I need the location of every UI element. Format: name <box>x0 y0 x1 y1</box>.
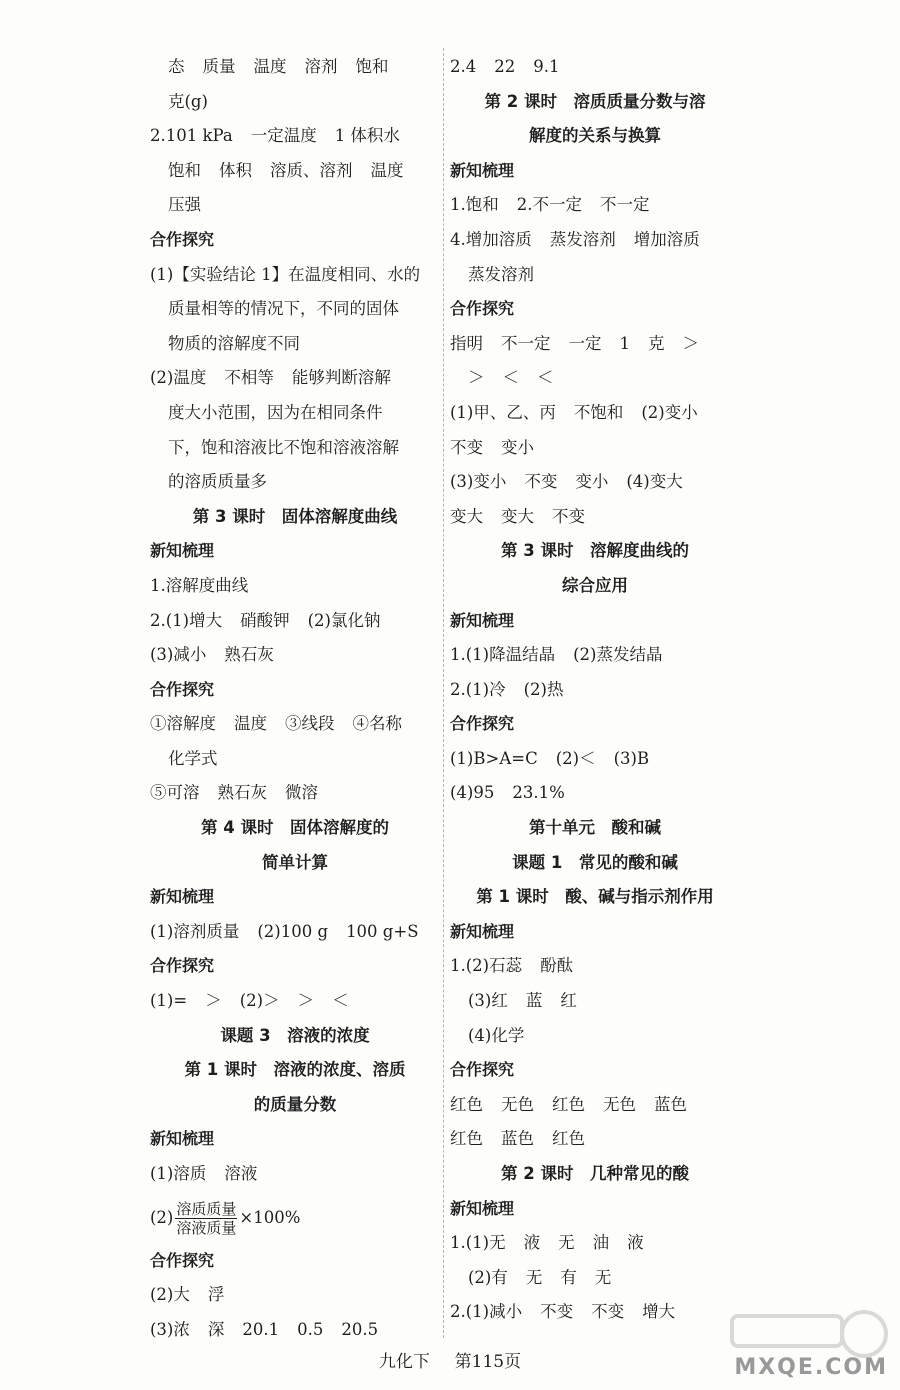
answer-line <box>150 569 440 604</box>
answer-text: 红色 <box>552 1129 585 1149</box>
section-heading: 新知梳理 <box>450 921 515 941</box>
answer-text: 22 <box>494 57 516 76</box>
answer-text: ⑤可溶 <box>150 783 200 803</box>
answer-line <box>150 431 440 466</box>
answer-text: 压强 <box>168 195 201 215</box>
answer-text: 增大 <box>642 1302 676 1322</box>
answer-text: (2)变小 <box>641 402 698 422</box>
answer-line <box>450 949 740 984</box>
answer-text: 20.5 <box>341 1319 379 1339</box>
answer-text: 酚酞 <box>540 956 574 976</box>
answer-line <box>450 500 740 535</box>
answer-text: 油 <box>592 1233 610 1253</box>
answer-text: 克(g) <box>168 91 208 111</box>
answer-text: 无色 <box>501 1094 534 1114</box>
answer-line <box>150 327 440 362</box>
answer-text: 一定温度 <box>250 126 317 146</box>
answer-text: 1.(1)无 <box>450 1233 506 1253</box>
lesson-title: 第十单元 酸和碱 <box>529 818 661 838</box>
lesson-title: 第 1 课时 酸、碱与指示剂作用 <box>476 887 714 907</box>
lesson-title: 课题 3 溶液的浓度 <box>220 1025 370 1045</box>
answer-line <box>150 188 440 223</box>
answer-text: 不变 <box>591 1302 625 1322</box>
answer-text: 不变 <box>450 437 483 457</box>
answer-text: 饱和 <box>355 57 389 76</box>
answer-text: (1)【实验结论 1】在温度相同、水的 <box>150 264 421 284</box>
answer-line <box>150 742 440 777</box>
answer-line <box>450 188 740 223</box>
answer-text: 100 g+S <box>346 921 419 941</box>
answer-text: 0.5 <box>297 1319 324 1339</box>
answer-text: 浮 <box>207 1285 225 1305</box>
answer-text: ＜ <box>332 991 349 1011</box>
answer-text: 液 <box>523 1233 541 1253</box>
section-heading: 新知梳理 <box>450 1198 515 1218</box>
answer-text: 溶剂 <box>304 57 338 76</box>
lesson-title: 的质量分数 <box>253 1094 337 1114</box>
answer-text: 熟石灰 <box>217 783 267 803</box>
answer-line <box>150 292 440 327</box>
answer-text: 红色 <box>552 1094 585 1114</box>
answer-text: 2.101 kPa <box>150 126 233 146</box>
answer-text: 变大 <box>501 506 534 526</box>
answer-line <box>150 50 440 85</box>
answer-text: ＜ <box>502 368 519 388</box>
answer-text: 4.增加溶质 <box>450 229 532 249</box>
answer-line <box>150 638 440 673</box>
formula-suffix: ×100% <box>239 1207 301 1227</box>
answer-line <box>150 85 440 120</box>
answer-text: (2)蒸发结晶 <box>573 645 663 665</box>
answer-text: ＞ <box>205 991 222 1011</box>
answer-line <box>150 1278 440 1313</box>
answer-text: (2)温度 <box>150 368 207 388</box>
answer-text: 蓝色 <box>501 1129 534 1149</box>
lesson-title: 简单计算 <box>262 852 328 872</box>
answer-text: (2)热 <box>523 679 564 699</box>
answer-line <box>450 223 740 258</box>
lesson-title: 第 3 课时 固体溶解度曲线 <box>192 506 398 526</box>
answer-text: 1.溶解度曲线 <box>150 575 249 595</box>
lesson-title: 第 2 课时 几种常见的酸 <box>501 1164 689 1183</box>
answer-line <box>150 1313 440 1348</box>
answer-line <box>450 258 740 293</box>
answer-text: 2.4 <box>450 57 477 76</box>
answer-text: 1.(2)石蕊 <box>450 956 523 976</box>
column-divider <box>443 48 444 1338</box>
answer-line <box>150 465 440 500</box>
answer-text: 增加溶质 <box>633 229 700 249</box>
answer-text: 23.1% <box>512 783 565 803</box>
fraction-denominator: 溶液质量 <box>176 1218 237 1237</box>
answer-text: 深 <box>207 1319 225 1339</box>
lesson-title: 综合应用 <box>562 575 628 595</box>
answer-text: 蒸发溶剂 <box>549 229 616 249</box>
answer-line <box>450 1019 740 1054</box>
answer-text: 态 <box>168 57 185 76</box>
answer-text: 熟石灰 <box>224 645 274 665</box>
answer-text: (2)有 <box>468 1267 508 1287</box>
section-heading: 新知梳理 <box>150 541 215 561</box>
answer-line <box>150 915 440 950</box>
answer-text: 温度 <box>234 714 267 734</box>
answer-text: 1.(1)降温结晶 <box>450 645 556 665</box>
answer-text: 不变 <box>552 506 585 526</box>
footer-grade: 九化下 <box>378 1352 430 1372</box>
answer-text: 微溶 <box>285 783 318 803</box>
answer-line <box>150 396 440 431</box>
answer-text: 不饱和 <box>573 402 624 422</box>
answer-text: 指明 <box>450 333 483 353</box>
answer-text: (3)减小 <box>150 645 207 665</box>
answer-text: (2)氯化钠 <box>307 610 381 630</box>
answer-line <box>150 604 440 639</box>
answer-text: (3)B <box>613 748 650 768</box>
answer-text: 蓝色 <box>654 1094 687 1114</box>
answer-line <box>150 1157 440 1192</box>
answer-text: 不相等 <box>224 368 274 388</box>
section-heading: 合作探究 <box>450 714 515 734</box>
answer-text: (3)变小 <box>450 472 507 492</box>
answer-text: 变小 <box>575 472 609 492</box>
answer-text: ③线段 <box>285 714 335 734</box>
answer-text: 饱和 <box>168 160 201 180</box>
footer-page-number: 第115页 <box>454 1352 522 1372</box>
formula-prefix: (2) <box>150 1207 174 1227</box>
answer-text: 1 体积水 <box>334 126 400 146</box>
answer-text: (3)红 <box>468 991 508 1011</box>
answer-text: (4)95 <box>450 783 495 803</box>
answer-text: 度大小范围，因为在相同条件 <box>168 402 383 422</box>
answer-line <box>450 638 740 673</box>
section-heading: 合作探究 <box>450 1060 515 1080</box>
answer-text: 克 <box>648 333 665 353</box>
section-heading: 新知梳理 <box>150 887 215 907</box>
answer-line <box>450 984 740 1019</box>
answer-text: 2.(1)冷 <box>450 679 506 699</box>
answer-text: 2.(1)减小 <box>450 1302 523 1322</box>
answer-text: 变小 <box>501 437 534 457</box>
answer-text: (1)溶剂质量 <box>150 921 240 941</box>
lesson-title: 第 1 课时 溶液的浓度、溶质 <box>184 1060 406 1080</box>
answer-text: ④名称 <box>352 714 402 734</box>
answer-text: 不变 <box>524 472 558 492</box>
answer-text: (2)大 <box>150 1285 190 1305</box>
answer-text: 不一定 <box>501 333 551 353</box>
answer-text: 无 <box>525 1267 543 1287</box>
answer-text: 2.(1)增大 <box>150 610 223 630</box>
answer-text: 20.1 <box>242 1319 280 1339</box>
answer-text: 红色 <box>450 1129 483 1149</box>
answer-text: 能够判断溶解 <box>291 368 391 388</box>
answer-text: ＞ <box>468 368 485 388</box>
answer-text: 不一定 <box>600 195 650 215</box>
formula-line <box>150 1192 440 1244</box>
answer-text: (1)B>A=C <box>450 748 538 768</box>
section-heading: 新知梳理 <box>450 610 515 630</box>
answer-line <box>150 258 440 293</box>
answer-text: 蓝 <box>525 991 543 1011</box>
answer-text: (1)= <box>150 991 188 1011</box>
answer-text: 1 <box>619 333 630 353</box>
answer-text: 2.不一定 <box>516 195 582 215</box>
answer-line <box>450 1295 740 1330</box>
answer-line <box>150 119 440 154</box>
right-column <box>450 50 740 1330</box>
answer-line <box>150 776 440 811</box>
answer-line <box>150 361 440 396</box>
answer-line <box>450 742 740 777</box>
fraction <box>175 1200 237 1237</box>
answer-text: ＞ <box>297 991 315 1011</box>
section-heading: 新知梳理 <box>450 160 515 180</box>
answer-line <box>450 1088 740 1123</box>
answer-text: 有 <box>560 1267 577 1287</box>
watermark-text: MXQE.COM <box>734 1355 888 1380</box>
answer-text: 溶液 <box>224 1164 258 1183</box>
answer-line <box>450 396 740 431</box>
answer-line <box>450 431 740 466</box>
answer-text: 液 <box>627 1233 644 1253</box>
lesson-title: 解度的关系与换算 <box>529 126 661 146</box>
answer-line <box>450 1226 740 1261</box>
answer-text: (2)＜ <box>555 748 596 768</box>
section-heading: 新知梳理 <box>150 1129 215 1149</box>
answer-text: 9.1 <box>533 57 560 76</box>
answer-text: 无 <box>558 1233 575 1253</box>
answer-text: (2)＞ <box>239 991 280 1011</box>
lesson-title: 课题 1 常见的酸和碱 <box>512 852 678 872</box>
section-heading: 合作探究 <box>150 229 215 249</box>
answer-text: 溶质、溶剂 <box>270 160 353 180</box>
answer-text: 无色 <box>603 1094 636 1114</box>
answer-text: (2)100 g <box>257 921 329 941</box>
answer-line <box>450 1261 740 1296</box>
answer-text: ＞ <box>682 333 699 353</box>
answer-text: 硝酸钾 <box>240 610 290 630</box>
answer-text: 1.饱和 <box>450 195 499 215</box>
lesson-title: 第 2 课时 溶质质量分数与溶 <box>484 91 706 111</box>
section-heading: 合作探究 <box>150 956 215 976</box>
answer-text: 温度 <box>253 57 287 76</box>
lesson-title: 第 4 课时 固体溶解度的 <box>201 818 389 838</box>
section-heading: 合作探究 <box>450 299 515 319</box>
answer-text: 变大 <box>450 506 483 526</box>
lesson-title: 第 3 课时 溶解度曲线的 <box>501 541 689 561</box>
answer-text: (1)甲、乙、丙 <box>450 402 556 422</box>
answer-line <box>150 984 440 1019</box>
answer-text: 体积 <box>219 160 252 180</box>
answer-line <box>450 50 740 85</box>
section-heading: 合作探究 <box>150 679 215 699</box>
answer-text: 温度 <box>370 160 404 180</box>
answer-text: ①溶解度 <box>150 714 216 734</box>
answer-line <box>450 465 740 500</box>
fraction-numerator: 溶质质量 <box>176 1199 237 1218</box>
answer-text: 红 <box>560 991 577 1011</box>
answer-text: 不变 <box>540 1302 574 1322</box>
answer-line <box>450 361 740 396</box>
answer-text: ＜ <box>537 368 554 388</box>
answer-text: 下，饱和溶液比不饱和溶液溶解 <box>168 437 399 457</box>
answer-text: 无 <box>594 1267 612 1287</box>
left-column <box>150 50 440 1347</box>
answer-line <box>450 1122 740 1157</box>
answer-line <box>150 707 440 742</box>
answer-line <box>450 673 740 708</box>
section-heading: 合作探究 <box>150 1250 215 1270</box>
answer-text: (4)变大 <box>626 472 683 492</box>
answer-text: 化学式 <box>168 748 218 768</box>
answer-text: 一定 <box>568 333 602 353</box>
answer-line <box>450 327 740 362</box>
answer-text: 物质的溶解度不同 <box>168 333 300 353</box>
answer-text: (3)浓 <box>150 1319 190 1339</box>
answer-line <box>150 154 440 189</box>
answer-line <box>450 776 740 811</box>
answer-text: 质量相等的情况下，不同的固体 <box>168 299 399 319</box>
answer-text: 质量 <box>202 57 236 76</box>
answer-text: (4)化学 <box>468 1025 525 1045</box>
answer-text: 蒸发溶剂 <box>468 264 534 284</box>
answer-text: (1)溶质 <box>150 1164 207 1183</box>
answer-text: 的溶质质量多 <box>168 472 267 492</box>
answer-text: 红色 <box>450 1094 483 1114</box>
